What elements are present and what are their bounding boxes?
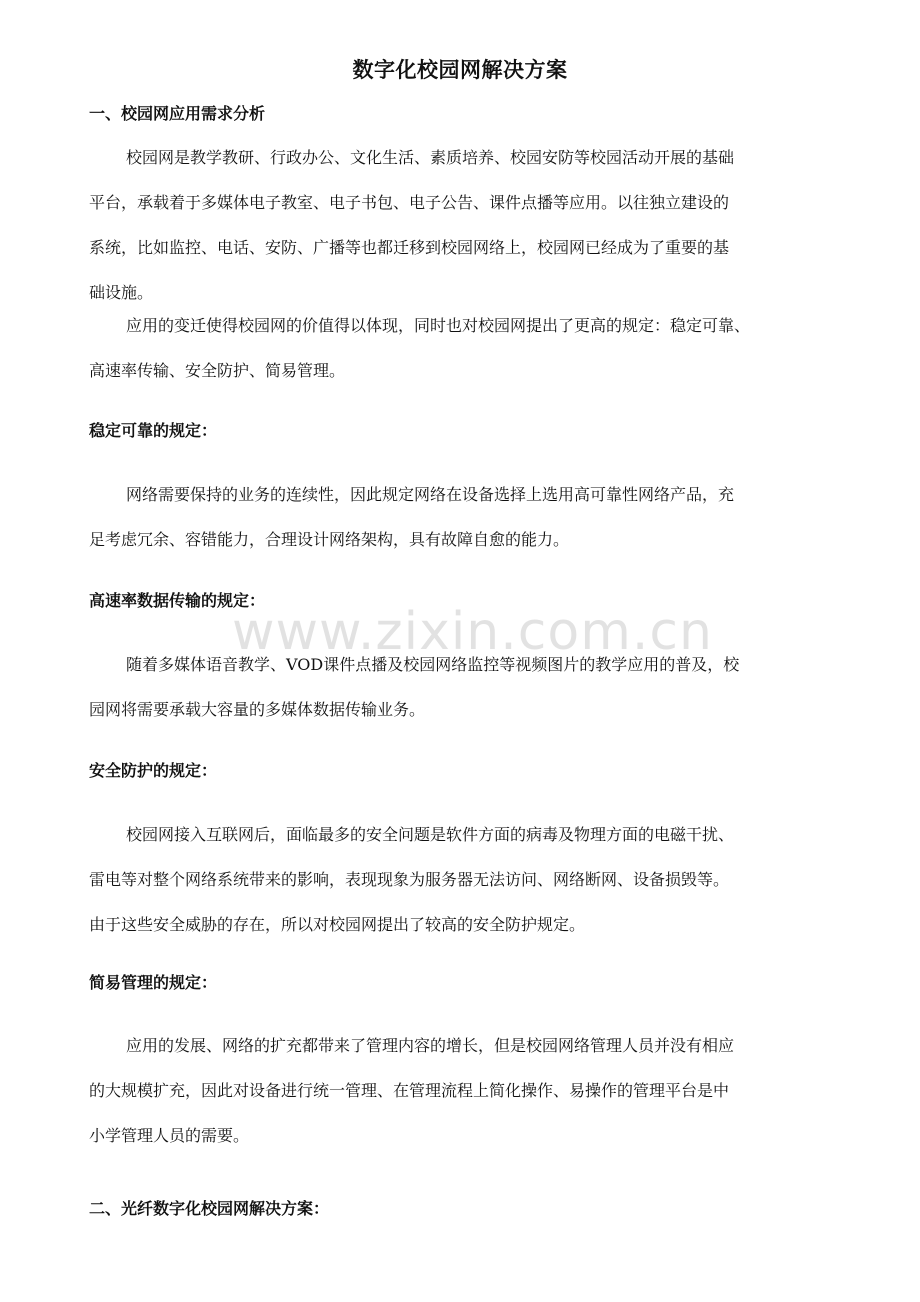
- heading-high-speed-transmission: 高速率数据传输的规定：: [89, 591, 266, 610]
- paragraph-campus-network-overview: [89, 135, 849, 315]
- paragraph-management: [89, 1023, 849, 1158]
- paragraph-line: 高速率传输、安全防护、简易管理。: [89, 361, 346, 380]
- paragraph-line: 校园网接入互联网后，面临最多的安全问题是软件方面的病毒及物理方面的电磁干扰、: [126, 825, 735, 844]
- paragraph-line: 平台，承载着于多媒体电子教室、电子书包、电子公告、课件点播等应用。以往独立建设的: [89, 193, 730, 212]
- paragraph-line: 小学管理人员的需要。: [89, 1126, 250, 1145]
- section-heading-solution: 二、光纤数字化校园网解决方案：: [89, 1199, 330, 1218]
- paragraph-line: 础设施。: [89, 283, 154, 302]
- heading-reliability: 稳定可靠的规定：: [89, 421, 218, 440]
- paragraph-line: 网络需要保持的业务的连续性，因此规定网络在设备选择上选用高可靠性网络产品，充: [126, 485, 735, 504]
- heading-management: 简易管理的规定：: [89, 973, 218, 992]
- paragraph-line: 随着多媒体语音教学、VOD课件点播及校园网络监控等视频图片的教学应用的普及，校: [126, 655, 740, 674]
- paragraph-line: 足考虑冗余、容错能力，合理设计网络架构，具有故障自愈的能力。: [89, 530, 570, 549]
- heading-security: 安全防护的规定：: [89, 761, 218, 780]
- section-heading-requirements: 一、校园网应用需求分析: [89, 104, 266, 123]
- watermark: www.zixin.com.cn: [232, 602, 713, 662]
- paragraph-high-speed-transmission: [89, 642, 849, 732]
- paragraph-line: 系统，比如监控、电话、安防、广播等也都迁移到校园网络上，校园网已经成为了重要的基: [89, 238, 730, 257]
- paragraph-line: 应用的变迁使得校园网的价值得以体现，同时也对校园网提出了更高的规定：稳定可靠、: [126, 316, 751, 335]
- paragraph-reliability: [89, 472, 849, 562]
- paragraph-security: [89, 812, 849, 947]
- paragraph-line: 校园网是教学教研、行政办公、文化生活、素质培养、校园安防等校园活动开展的基础: [126, 148, 735, 167]
- paragraph-line: 应用的发展、网络的扩充都带来了管理内容的增长，但是校园网络管理人员并没有相应: [126, 1036, 735, 1055]
- document-title: 数字化校园网解决方案: [352, 58, 568, 82]
- paragraph-line: 雷电等对整个网络系统带来的影响，表现现象为服务器无法访问、网络断网、设备损毁等。: [89, 870, 730, 889]
- paragraph-line: 由于这些安全威胁的存在，所以对校园网提出了较高的安全防护规定。: [89, 915, 586, 934]
- paragraph-line: 的大规模扩充，因此对设备进行统一管理、在管理流程上简化操作、易操作的管理平台是中: [89, 1081, 730, 1100]
- paragraph-application-changes: [89, 303, 849, 393]
- paragraph-line: 园网将需要承载大容量的多媒体数据传输业务。: [89, 700, 426, 719]
